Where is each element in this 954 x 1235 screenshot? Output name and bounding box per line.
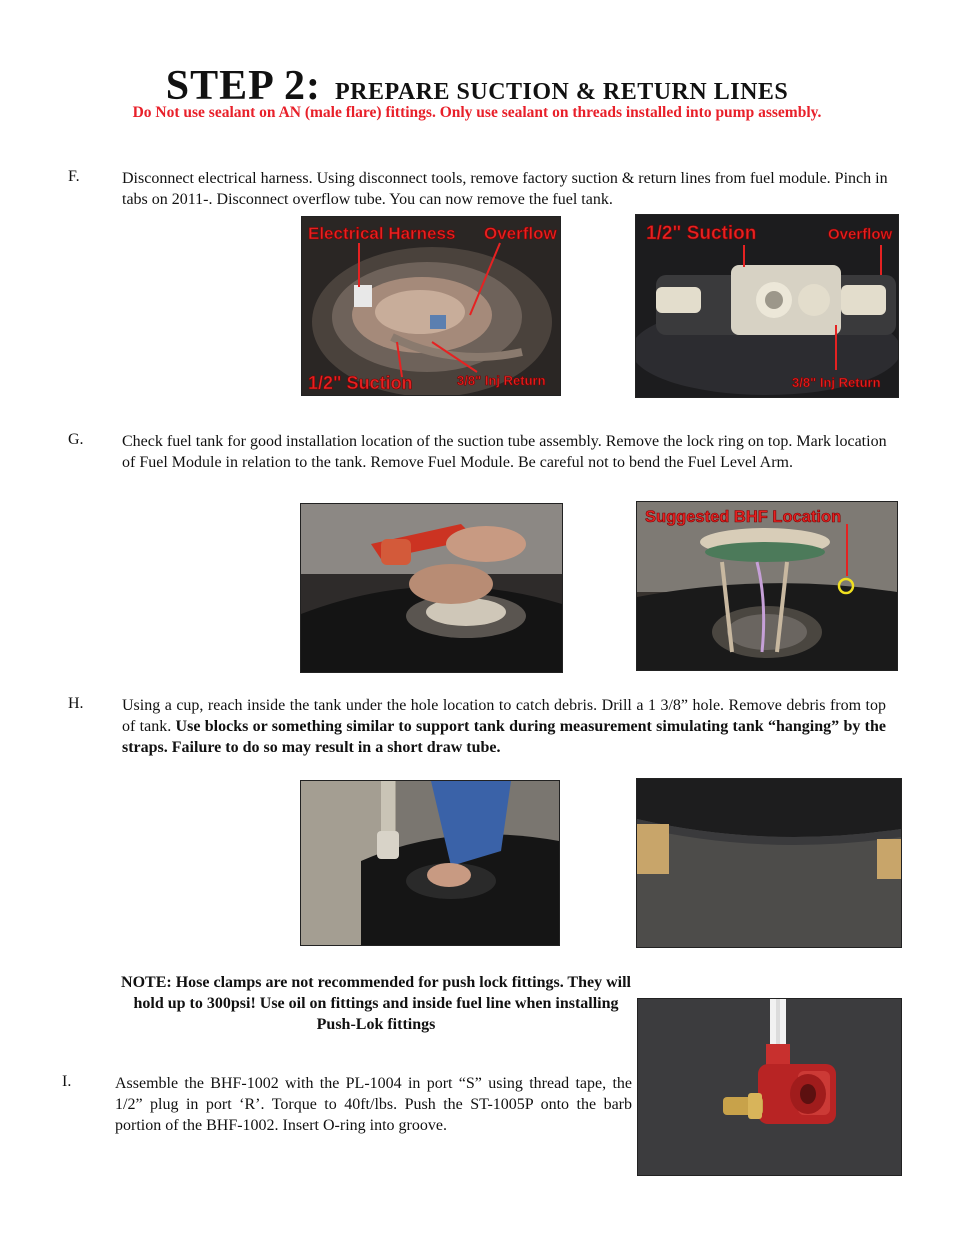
- fuel-module-image: [302, 217, 560, 395]
- step-g-letter: G.: [68, 431, 84, 448]
- step-f-text: Disconnect electrical harness. Using disconnect tools, remove factory suction & return lines from fuel module. Pinch in tabs on 2011-. Disconnect overflow tube. You can now remove the fuel tank.: [122, 170, 888, 208]
- lock-ring-image: [301, 504, 562, 672]
- step-h-bold: Use blocks or something similar to support tank during measurement simulating tank “hanging” by the straps. Failure to do so may result in a short draw tube.: [122, 718, 886, 756]
- step-number: STEP 2:: [165, 63, 321, 109]
- step-i-letter: I.: [62, 1073, 72, 1090]
- step-i-text: Assemble the BHF-1002 with the PL-1004 in port “S” using thread tape, the 1/2” plug in port ‘R’. Torque to 40ft/lbs. Push the ST-1005P onto the barb portion of the BHF-1002. Insert O-ring into groove.: [115, 1075, 632, 1134]
- page-title: [0, 62, 954, 110]
- photo-tank-on-blocks: [636, 778, 902, 948]
- step-f-letter: F.: [68, 168, 80, 185]
- label-bhf-location: Suggested BHF Location: [645, 508, 842, 526]
- photo-bhf-assembly: [637, 998, 902, 1176]
- photo-fuel-module-lines: [301, 216, 561, 396]
- photo-remove-lock-ring: [300, 503, 563, 673]
- label-suction: 1/2" Suction: [308, 373, 413, 393]
- drilling-image: [301, 781, 559, 945]
- step-h-text: [122, 695, 886, 758]
- tank-blocks-image: [637, 779, 901, 947]
- bhf-assembly-image: [638, 999, 901, 1175]
- sealant-warning: Do Not use sealant on AN (male flare) fittings. Only use sealant on threads installed into pump assembly.: [132, 104, 822, 121]
- fittings-image: [636, 215, 898, 397]
- step-h-letter: H.: [68, 695, 84, 712]
- step-subtitle: PREPARE SUCTION & RETURN LINES: [334, 79, 789, 105]
- label-electrical-harness: Electrical Harness: [308, 224, 456, 243]
- photo-suction-return-fittings: [635, 214, 899, 398]
- label-overflow: Overflow: [484, 224, 557, 243]
- step-g-text: Check fuel tank for good installation location of the suction tube assembly. Remove the lock ring on top. Mark location of Fuel Module in relation to the tank. Remove Fuel Module. Be careful not to bend the Fuel Level Arm.: [122, 433, 887, 471]
- label-overflow: Overflow: [828, 226, 893, 243]
- photo-drilling-hole: [300, 780, 560, 946]
- label-inj-return: 3/8" Inj Return: [457, 373, 546, 388]
- label-inj-return: 3/8" Inj Return: [792, 375, 881, 390]
- label-suction: 1/2" Suction: [646, 223, 757, 244]
- push-lok-note: NOTE: Hose clamps are not recommended for push lock fittings. They will hold up to 300psi! Use oil on fittings and inside fuel line when installing Push-Lok fittings: [121, 974, 631, 1033]
- bhf-location-image: [637, 502, 897, 670]
- photo-suggested-bhf-location: [636, 501, 898, 671]
- step-h-plain: Using a cup, reach inside the tank under the hole location to catch debris. Drill a 1 3/8” hole. Remove debris from top of tank.: [122, 697, 886, 735]
